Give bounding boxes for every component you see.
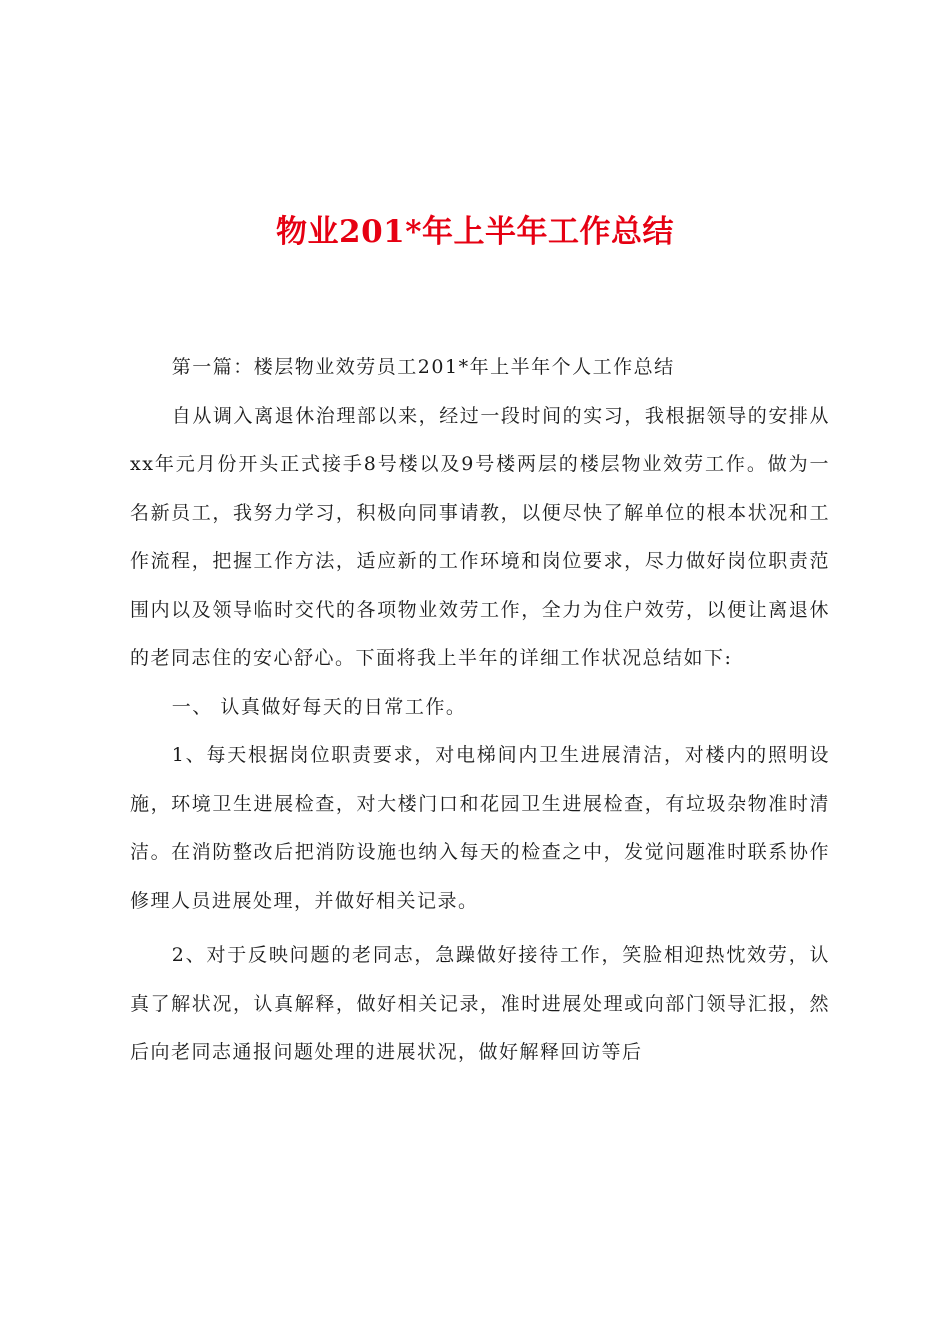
section-heading: 第一篇：楼层物业效劳员工201*年上半年个人工作总结 [171, 356, 675, 378]
paragraph-heading-1: 一、 认真做好每天的日常工作。 [171, 695, 467, 718]
paragraph-item-2: 2、对于反映问题的老同志，急躁做好接待工作，笑脸相迎热忱效劳，认真了解状况，认真解释，做好相关记录，准时进展处理或向部门领导汇报，然后向老同志通报问题处理的进展状况，做好解释回访等后 [130, 944, 830, 1063]
document-title: 物业201*年上半年工作总结 [276, 214, 674, 250]
document-body [130, 343, 830, 1077]
paragraph-item-1: 1、每天根据岗位职责要求，对电梯间内卫生进展清洁，对楼内的照明设施，环境卫生进展检查，对大楼门口和花园卫生进展检查，有垃圾杂物准时清洁。在消防整改后把消防设施也纳入每天的检查之中，发觉问题准时联系协作修理人员进展处理，并做好相关记录。 [130, 744, 830, 912]
paragraph-intro: 自从调入离退休治理部以来，经过一段时间的实习，我根据领导的安排从xx年元月份开头正式接手8号楼以及9号楼两层的楼层物业效劳工作。做为一名新员工，我努力学习，积极向同事请教，以便尽快了解单位的根本状况和工作流程，把握工作方法，适应新的工作环境和岗位要求，尽力做好岗位职责范围内以及领导临时交代的各项物业效劳工作，全力为住户效劳，以便让离退休的老同志住的安心舒心。下面将我上半年的详细工作状况总结如下: [130, 404, 830, 669]
